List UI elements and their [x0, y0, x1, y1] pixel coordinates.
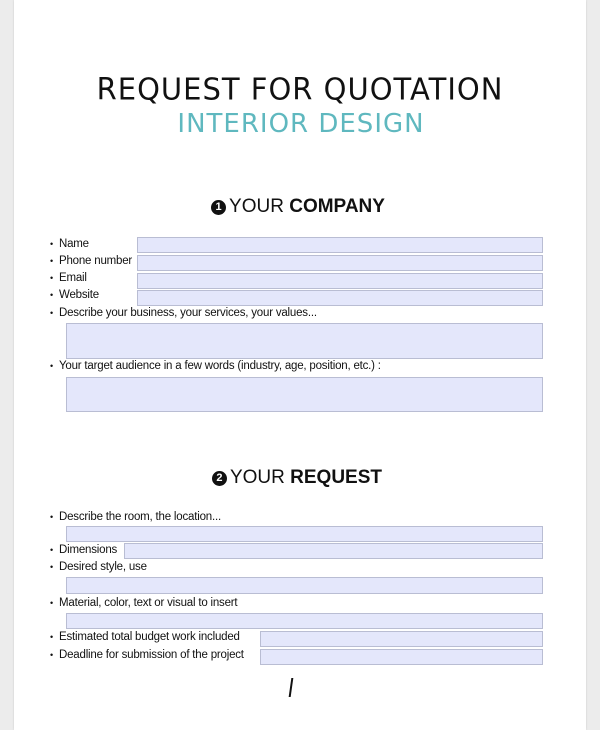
document-page [14, 0, 586, 730]
describe-business-label: • Describe your business, your services, your values... [50, 307, 317, 319]
section-number-badge: 1 [211, 200, 226, 215]
website-label: • Website [50, 289, 99, 301]
document-subtitle: INTERIOR DESIGN [177, 109, 425, 139]
section-heading-plain: YOUR [229, 467, 291, 488]
section-heading-request [11, 467, 583, 489]
deadline-field[interactable] [260, 649, 543, 665]
describe-room-label: • Describe the room, the location... [50, 511, 221, 523]
section-heading-company [12, 196, 584, 218]
section-number-badge: 2 [212, 471, 227, 486]
desired-style-label: • Desired style, use [50, 561, 147, 573]
target-audience-label: • Your target audience in a few words (industry, age, position, etc.) : [50, 360, 381, 372]
deadline-label: • Deadline for submission of the project [50, 649, 244, 661]
name-field[interactable] [137, 237, 543, 253]
section-heading-plain: YOUR [229, 196, 290, 217]
material-field[interactable] [66, 613, 543, 629]
email-field[interactable] [137, 273, 543, 289]
text-cursor [289, 678, 294, 697]
material-label: • Material, color, text or visual to insert [50, 597, 237, 609]
section-heading-bold: COMPANY [289, 196, 385, 217]
document-title: REQUEST FOR QUOTATION [96, 71, 504, 107]
dimensions-field[interactable] [124, 543, 543, 559]
website-field[interactable] [137, 290, 543, 306]
name-label: • Name [50, 238, 89, 250]
budget-field[interactable] [260, 631, 543, 647]
phone-field[interactable] [137, 255, 543, 271]
budget-label: • Estimated total budget work included [50, 631, 240, 643]
describe-room-field[interactable] [66, 526, 543, 542]
dimensions-label: • Dimensions [50, 544, 117, 556]
section-heading-bold: REQUEST [290, 467, 383, 488]
desired-style-field[interactable] [66, 577, 543, 594]
phone-label: • Phone number [50, 255, 132, 267]
describe-business-field[interactable] [66, 323, 543, 359]
email-label: • Email [50, 272, 87, 284]
target-audience-field[interactable] [66, 377, 543, 412]
